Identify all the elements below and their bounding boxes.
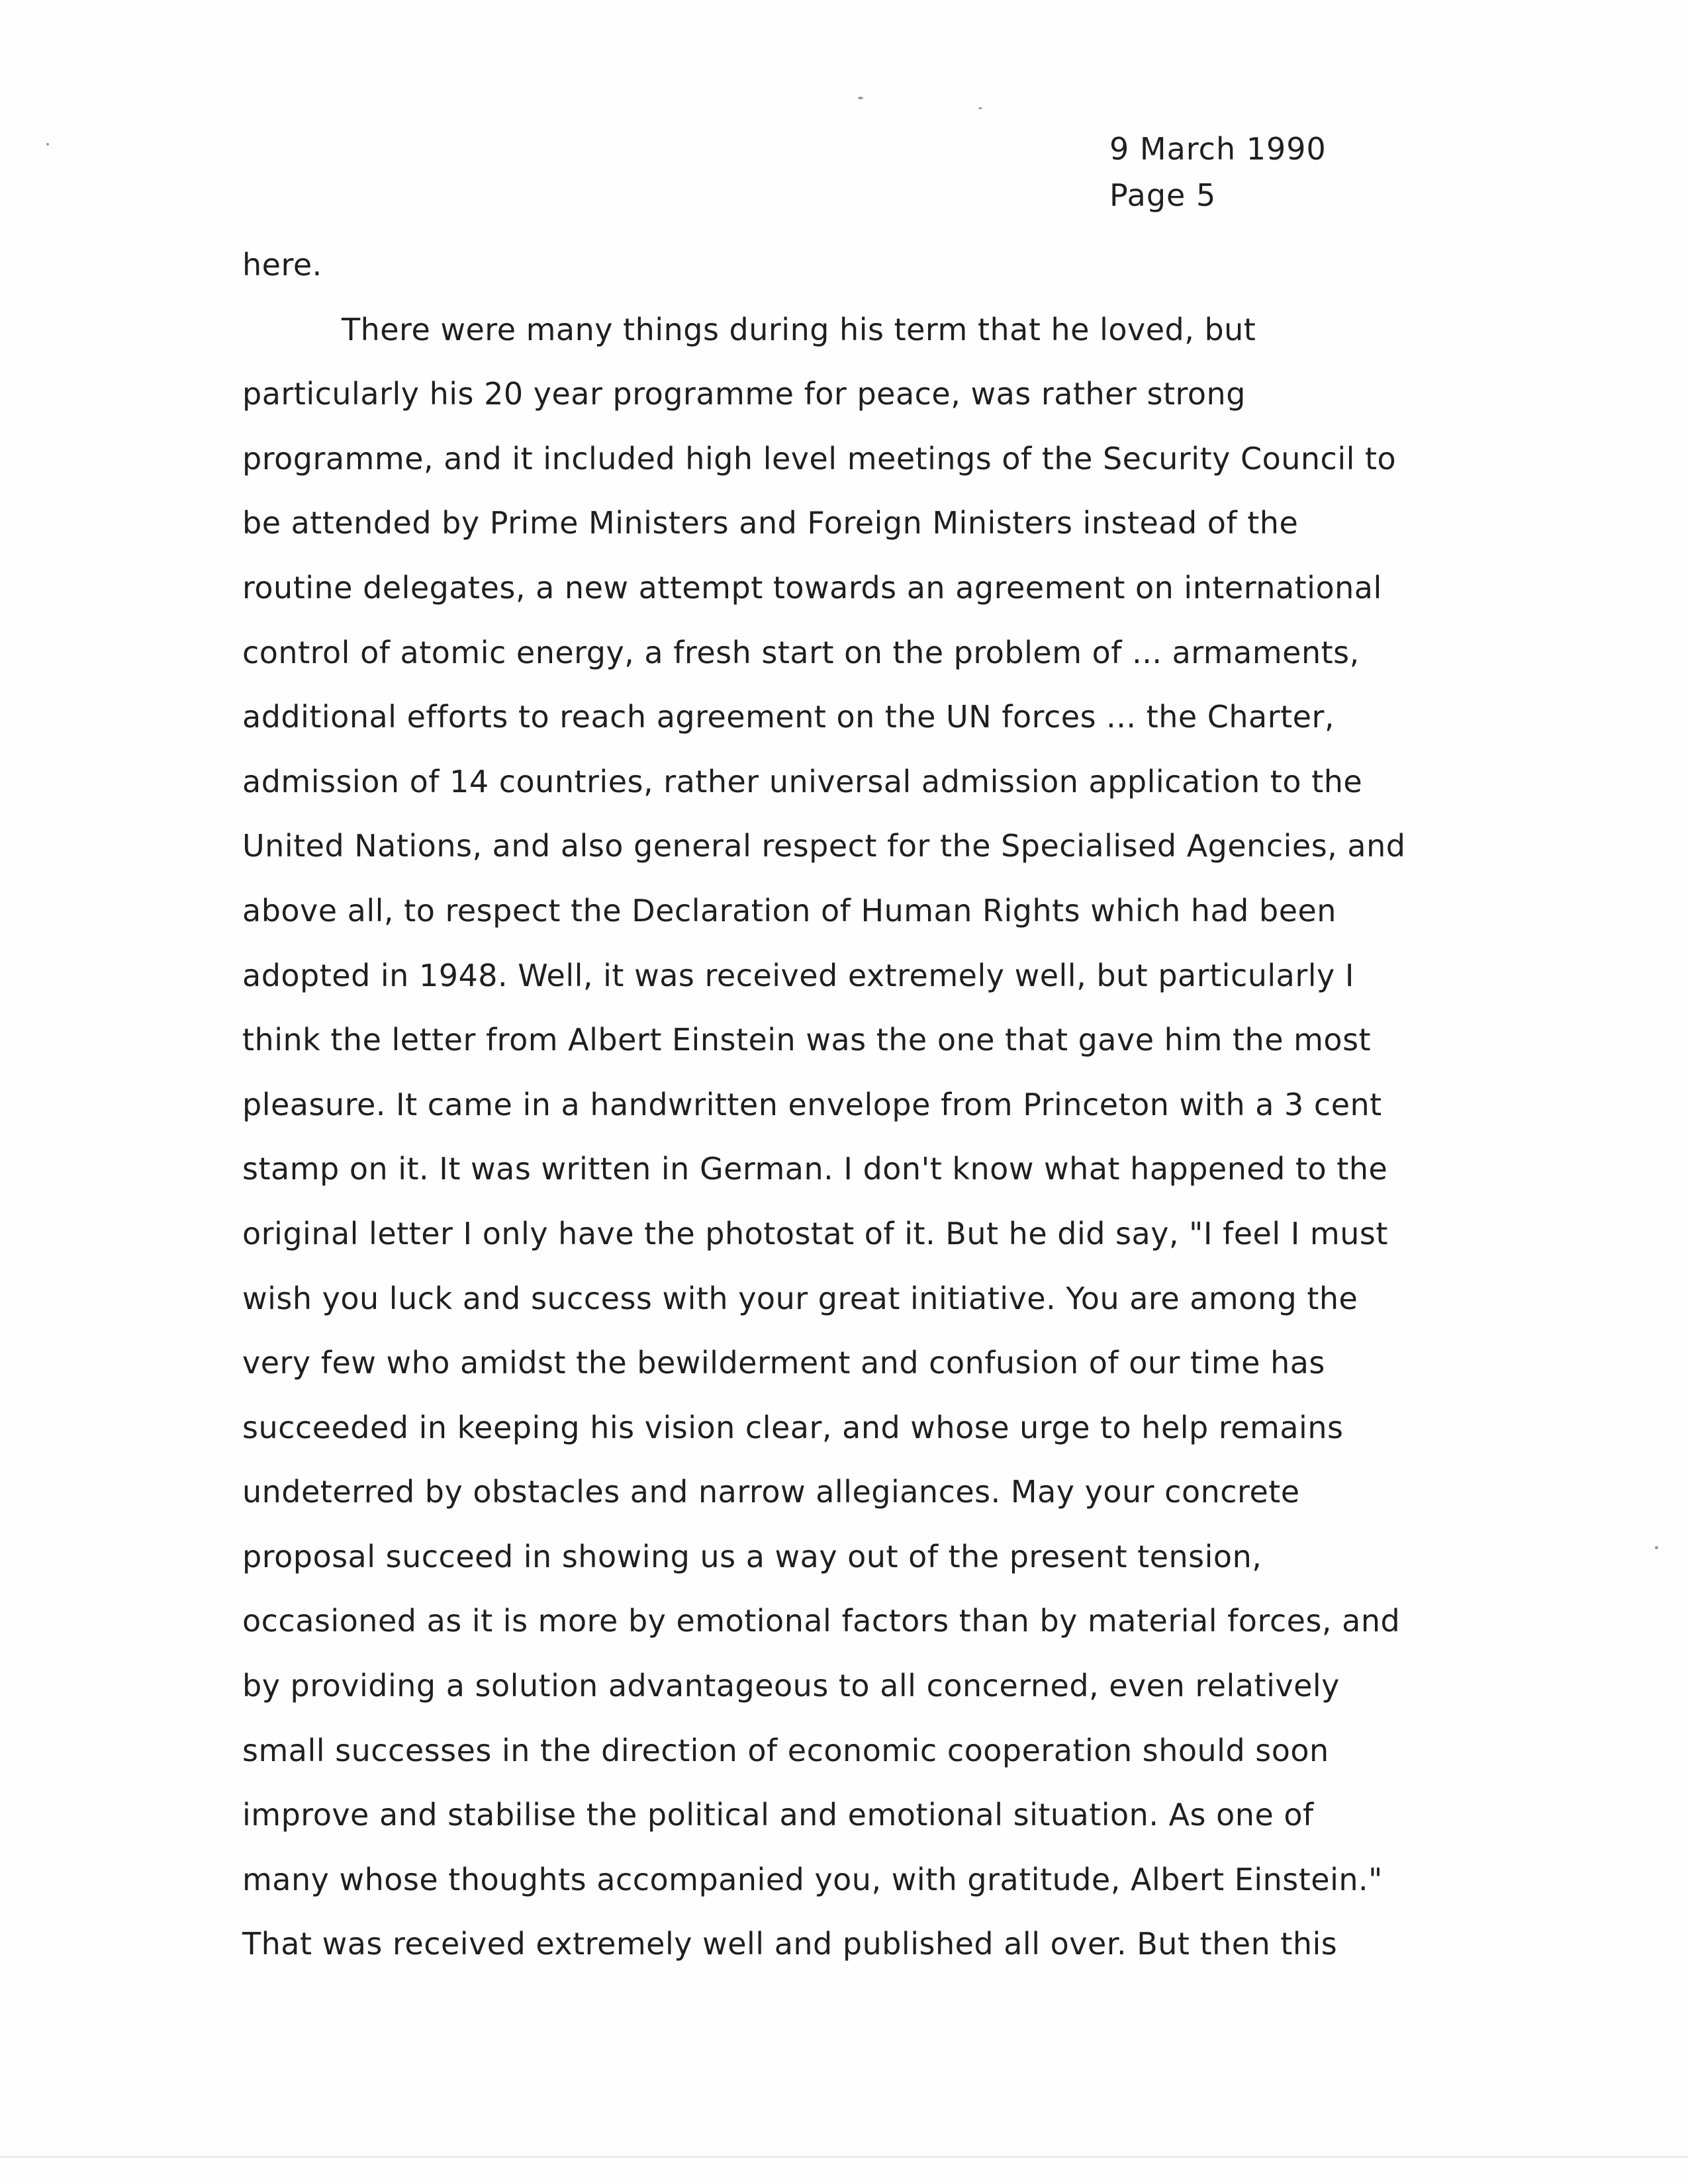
header-date: 9 March 1990 — [1109, 131, 1327, 167]
scan-speck — [46, 143, 49, 146]
text-line: proposal succeed in showing us a way out of the present tension, — [242, 1538, 1262, 1574]
text-line: occasioned as it is more by emotional factors than by material forces, and — [242, 1603, 1401, 1639]
text-line: routine delegates, a new attempt towards an agreement on international — [242, 569, 1382, 606]
text-line: There were many things during his term that he loved, but — [342, 311, 1256, 347]
text-line: small successes in the direction of economic cooperation should soon — [242, 1732, 1329, 1768]
text-line: adopted in 1948. Well, it was received extremely well, but particularly I — [242, 957, 1354, 993]
text-line: stamp on it. It was written in German. I don't know what happened to the — [242, 1151, 1388, 1187]
text-line: additional efforts to reach agreement on the UN forces ... the Charter, — [242, 699, 1335, 735]
page-header — [1109, 126, 1327, 218]
text-line: think the letter from Albert Einstein was the one that gave him the most — [242, 1022, 1372, 1058]
text-line: programme, and it included high level meetings of the Security Council to — [242, 440, 1397, 477]
text-line: That was received extremely well and published all over. But then this — [242, 1926, 1338, 1962]
text-line: control of atomic energy, a fresh start on the problem of ... armaments, — [242, 634, 1360, 670]
text-line: undeterred by obstacles and narrow allegiances. May your concrete — [242, 1474, 1300, 1510]
text-line: pleasure. It came in a handwritten envelope from Princeton with a 3 cent — [242, 1086, 1382, 1122]
scan-edge-line — [0, 2156, 1688, 2158]
text-line: particularly his 20 year programme for peace, was rather strong — [242, 376, 1246, 412]
text-line: many whose thoughts accompanied you, with gratitude, Albert Einstein." — [242, 1861, 1383, 1897]
text-line: above all, to respect the Declaration of Human Rights which had been — [242, 892, 1336, 929]
scan-speck — [1655, 1546, 1658, 1549]
text-line: United Nations, and also general respect for the Specialised Agencies, and — [242, 828, 1406, 864]
transcript-body — [242, 233, 1421, 1977]
text-line: here. — [242, 247, 322, 283]
text-line: wish you luck and success with your great initiative. You are among the — [242, 1280, 1358, 1316]
scan-speck — [858, 97, 863, 99]
text-line: by providing a solution advantageous to all concerned, even relatively — [242, 1668, 1340, 1704]
text-line: be attended by Prime Ministers and Foreign Ministers instead of the — [242, 505, 1299, 541]
text-line: original letter I only have the photostat of it. But he did say, "I feel I must — [242, 1215, 1388, 1251]
text-line: succeeded in keeping his vision clear, and whose urge to help remains — [242, 1409, 1344, 1445]
text-line: improve and stabilise the political and emotional situation. As one of — [242, 1797, 1314, 1833]
header-page-number: Page 5 — [1109, 177, 1217, 213]
text-line: admission of 14 countries, rather universal admission application to the — [242, 763, 1363, 799]
text-line: very few who amidst the bewilderment and confusion of our time has — [242, 1345, 1325, 1381]
scan-speck — [978, 107, 982, 109]
